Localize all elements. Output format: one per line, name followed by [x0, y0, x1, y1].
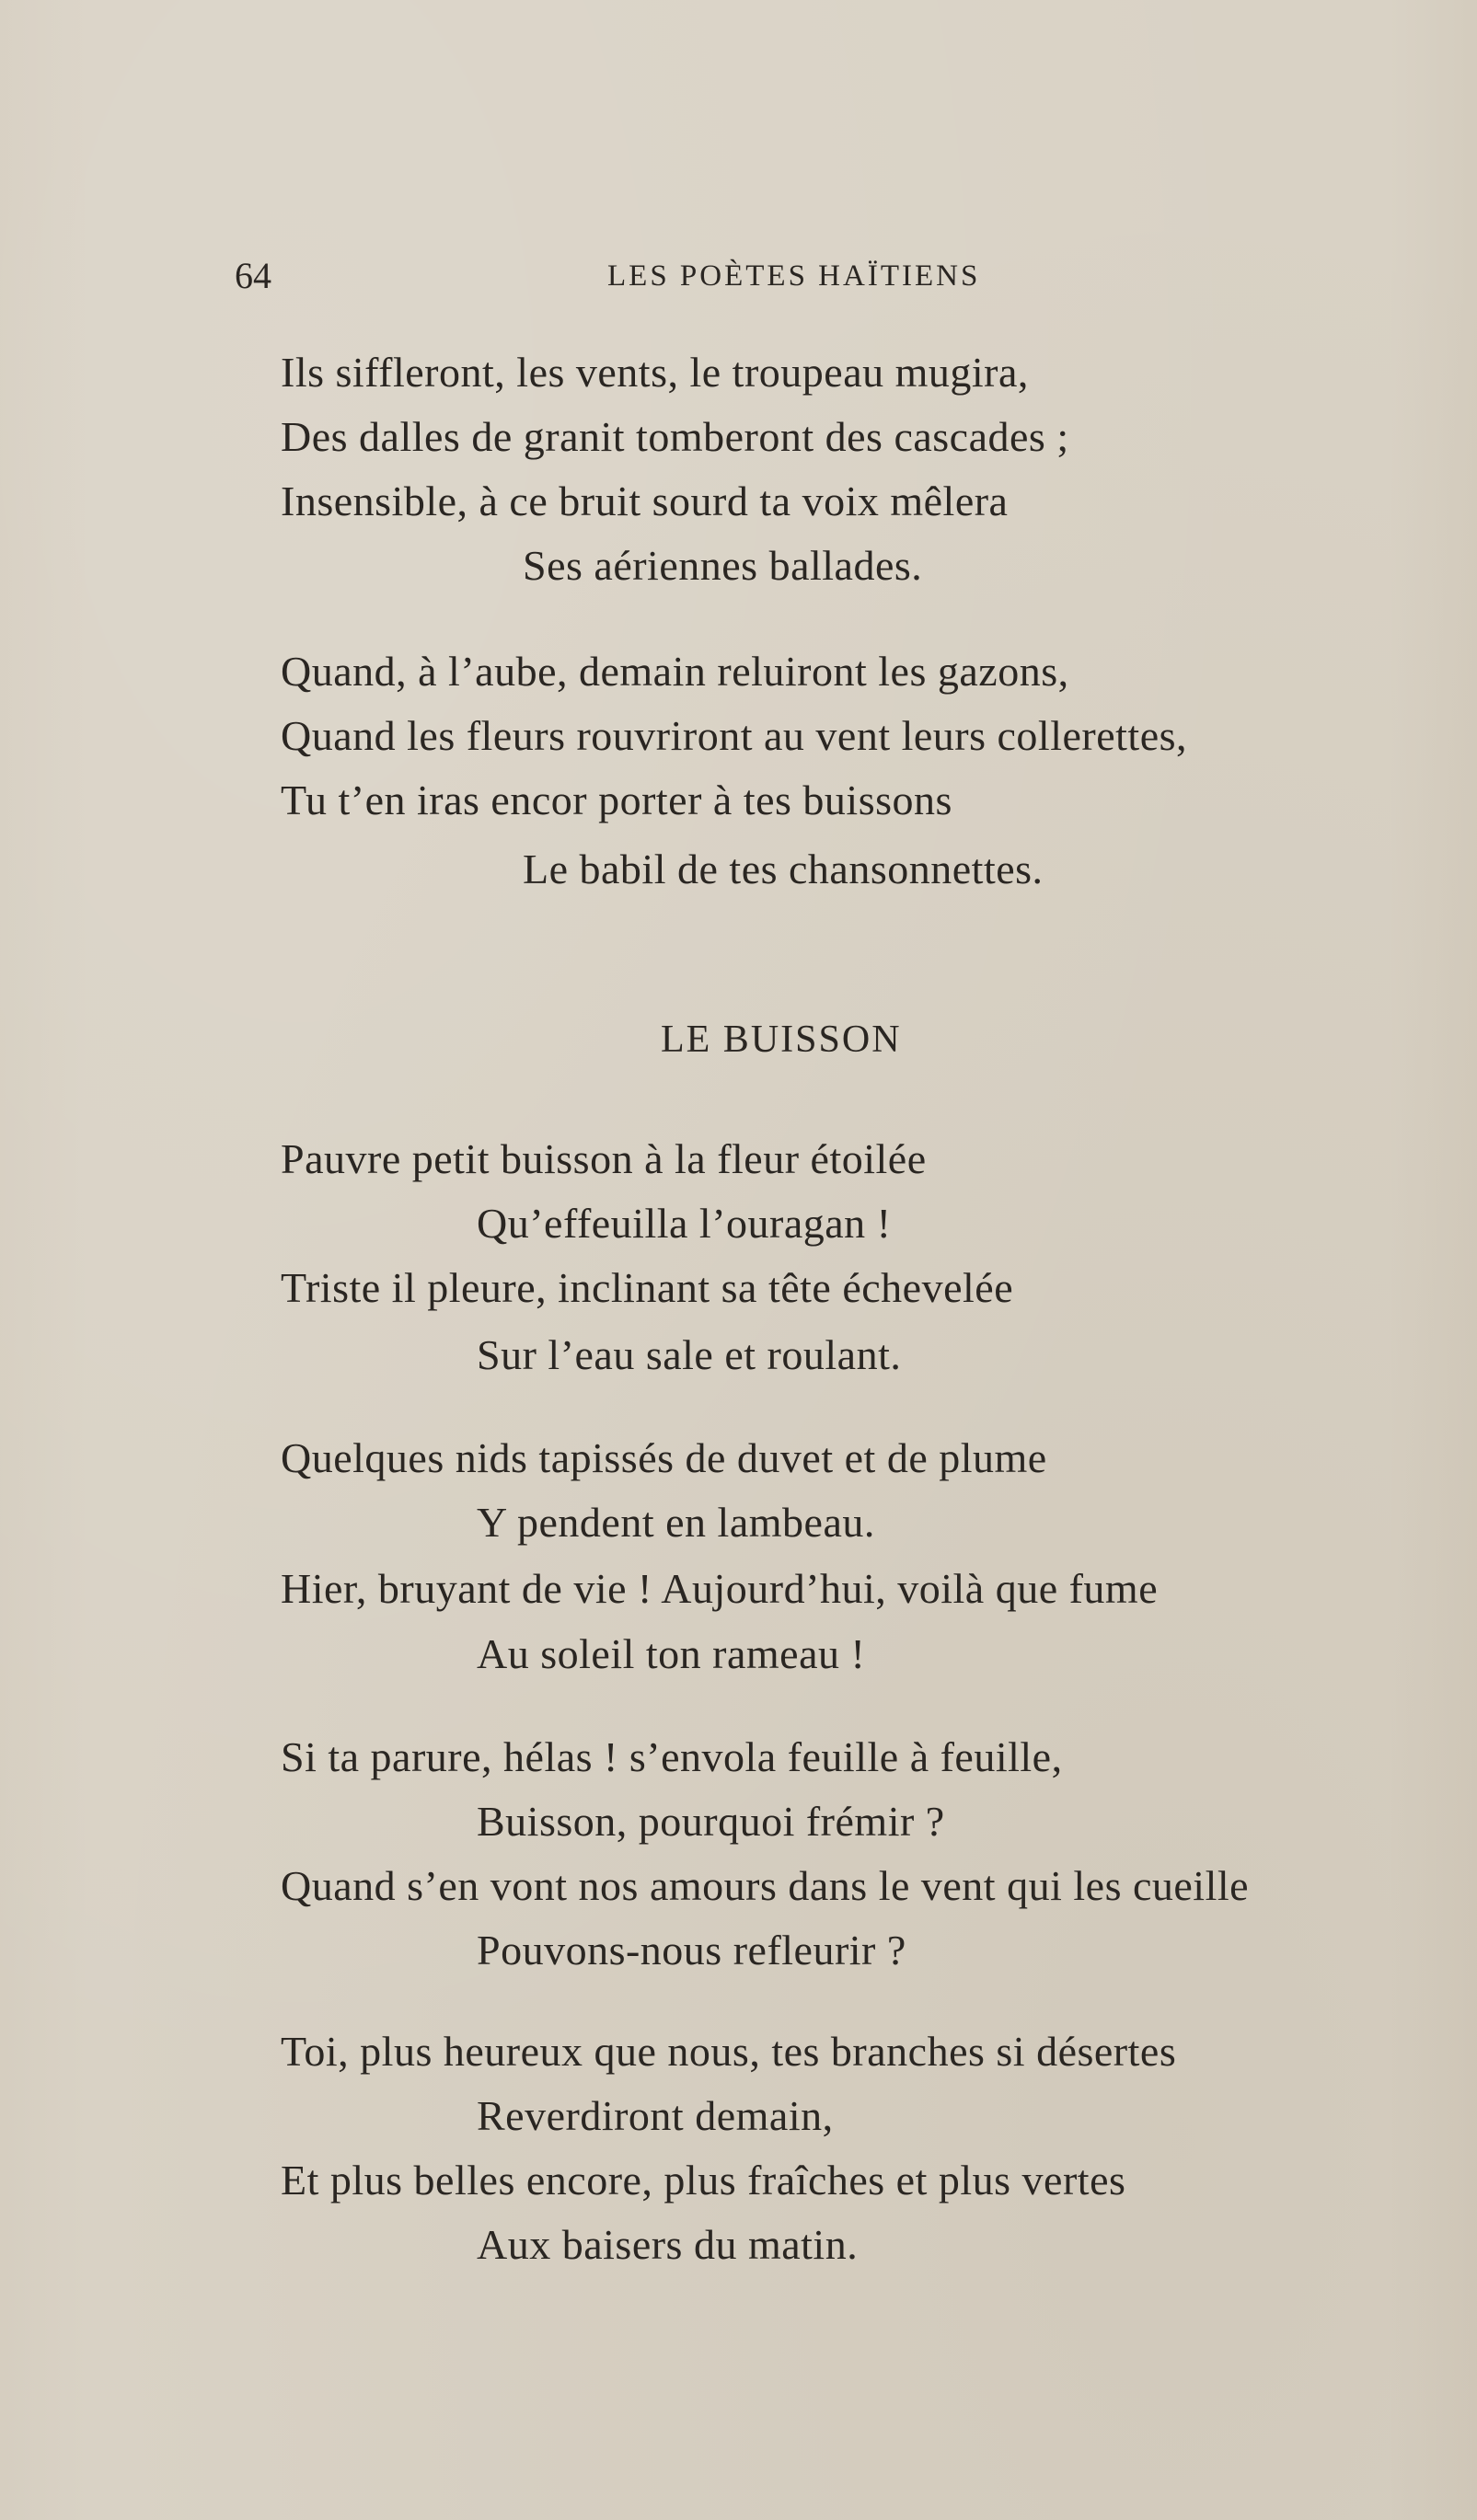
verse-line: Hier, bruyant de vie ! Aujourd’hui, voilà que fume: [281, 1565, 1159, 1612]
verse-line: Quand les fleurs rouvriront au vent leurs collerettes,: [281, 712, 1188, 759]
verse-line: Tu t’en iras encor porter à tes buissons: [281, 777, 952, 823]
verse-line: Triste il pleure, inclinant sa tête échevelée: [281, 1264, 1014, 1311]
verse-line: Reverdiront demain,: [477, 2092, 834, 2139]
running-title: LES POÈTES HAÏTIENS: [607, 259, 981, 293]
verse-line: Aux baisers du matin.: [477, 2221, 859, 2268]
poem-title: LE BUISSON: [661, 1018, 902, 1061]
verse-line: Ils siffleront, les vents, le troupeau mugira,: [281, 349, 1029, 396]
verse-line: Au soleil ton rameau !: [477, 1630, 866, 1677]
verse-line: Quand s’en vont nos amours dans le vent qui les cueille: [281, 1862, 1250, 1909]
verse-line: Ses aériennes ballades.: [523, 542, 923, 589]
verse-line: Buisson, pourquoi frémir ?: [477, 1798, 945, 1845]
verse-line: Insensible, à ce bruit sourd ta voix mêlera: [281, 478, 1009, 524]
page-number: 64: [235, 255, 271, 296]
verse-line: Qu’effeuilla l’ouragan !: [477, 1200, 892, 1247]
running-head: [0, 248, 1477, 304]
verse-line: Le babil de tes chansonnettes.: [523, 846, 1044, 892]
verse-line: Sur l’eau sale et roulant.: [477, 1331, 902, 1378]
verse-line: Et plus belles encore, plus fraîches et plus vertes: [281, 2157, 1126, 2204]
verse-line: Quelques nids tapissés de duvet et de plume: [281, 1434, 1047, 1481]
verse-line: Pouvons-nous refleurir ?: [477, 1927, 906, 1973]
verse-line: Des dalles de granit tomberont des cascades ;: [281, 413, 1069, 460]
verse-line: Quand, à l’aube, demain reluiront les gazons,: [281, 648, 1069, 695]
verse-line: Pauvre petit buisson à la fleur étoilée: [281, 1135, 927, 1182]
verse-line: Toi, plus heureux que nous, tes branches si désertes: [281, 2028, 1177, 2075]
verse-line: Si ta parure, hélas ! s’envola feuille à feuille,: [281, 1733, 1063, 1780]
verse-line: Y pendent en lambeau.: [477, 1499, 875, 1546]
